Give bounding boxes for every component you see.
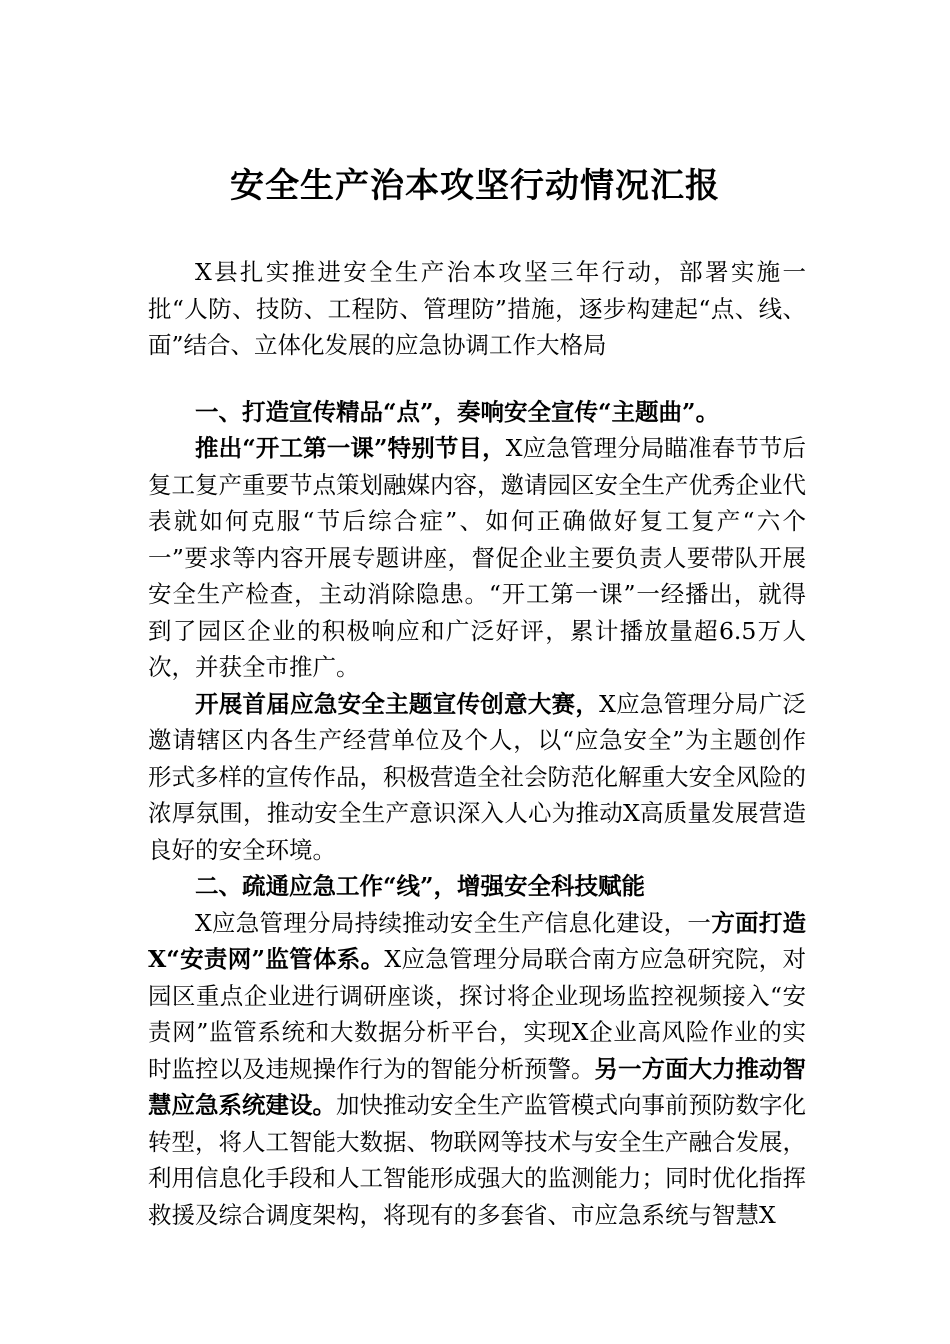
paragraph-body-text: X应急管理分局联合南方应急研究院，对园区重点企业进行调研座谈，探讨将企业现场监控视频接入“安责网”监管系统和大数据分析平台，实现X企业高风险作业的实时监控以及违规操作行为的智能分析预警。 xyxy=(148,945,806,1083)
section-heading-2: 二、疏通应急工作“线”，增强安全科技赋能 xyxy=(195,872,646,900)
paragraph-lead-text: 方面打造X“安责网”监管体系。 xyxy=(148,908,806,973)
paragraph-lead-text: 开展首届应急安全主题宣传创意大赛， xyxy=(195,689,600,718)
document-title: 安全生产治本攻坚行动情况汇报 xyxy=(230,166,720,206)
intro-paragraph: X县扎实推进安全生产治本攻坚三年行动，部署实施一批“人防、技防、工程防、管理防”措施，逐步构建起“点、线、面”结合、立体化发展的应急协调工作大格局 xyxy=(148,258,806,359)
paragraph-body-text: X应急管理分局广泛邀请辖区内各生产经营单位及个人，以“应急安全”为主题创作形式多样的宣传作品，积极营造全社会防范化解重大安全风险的浓厚氛围，推动安全生产意识深入人心为推动X高质量发展营造良好的安全环境。 xyxy=(148,689,807,864)
paragraph-informatization xyxy=(148,905,806,1234)
section-heading-1: 一、打造宣传精品“点”，奏响安全宣传“主题曲”。 xyxy=(195,397,720,426)
paragraph-lead-text: 另一方面大力推动智慧应急系统建设。 xyxy=(148,1054,806,1119)
paragraph-opening-lesson xyxy=(148,430,806,686)
paragraph-body-text: X应急管理分局瞄准春节节后复工复产重要节点策划融媒内容，邀请园区安全生产优秀企业代表就如何克服“节后综合症”、如何正确做好复工复产“六个一”要求等内容开展专题讲座，督促企业主要负责人要带队开展安全生产检查，主动消除隐患。“开工第一课”一经播出，就得到了园区企业的积极响应和广泛好评，累计播放量超6.5万人次，并获全市推广。 xyxy=(148,434,806,681)
paragraph-body-text: X应急管理分局持续推动安全生产信息化建设，一 xyxy=(195,908,712,937)
paragraph-creative-contest xyxy=(148,686,806,869)
document-body xyxy=(148,254,806,1233)
paragraph-body-text: 加快推动安全生产监管模式向事前预防数字化转型，将人工智能大数据、物联网等技术与安全生产融合发展，利用信息化手段和人工智能形成强大的监测能力；同时优化指挥救援及综合调度架构，将现有的多套省、市应急系统与智慧X xyxy=(148,1091,806,1229)
paragraph-lead-text: 推出“开工第一课”特别节目， xyxy=(195,434,506,462)
